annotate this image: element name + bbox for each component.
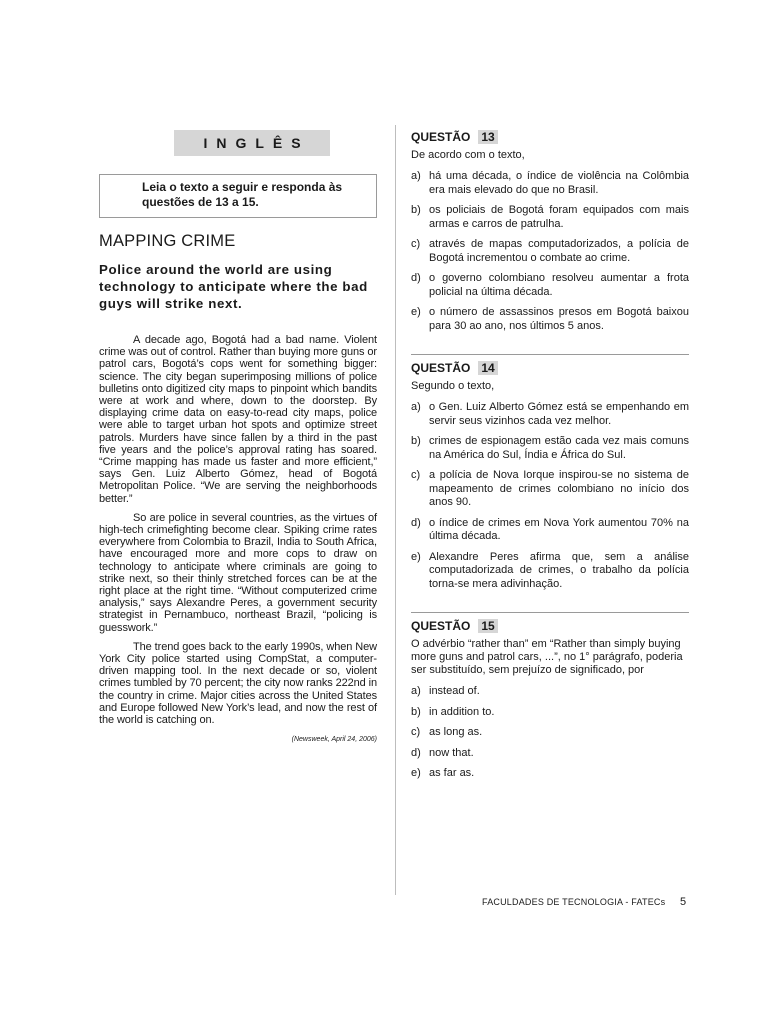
option-letter: a) [411,685,421,697]
answer-option [411,306,689,333]
answer-option [411,726,689,740]
question-label: QUESTÃO [411,619,471,633]
option-text: o índice de crimes em Nova York aumentou 70% na última década. [429,516,689,542]
article-subtitle: Police around the world are using technology to anticipate where the bad guys will strike next. [99,262,368,311]
option-letter: a) [411,170,421,182]
subject-heading: INGLÊS [174,130,330,156]
answer-option [411,272,689,299]
option-text: a polícia de Nova Iorque inspirou-se no sistema de mapeamento de crimes colombiano no início dos anos 90. [429,469,689,508]
option-text: as far as. [429,767,475,779]
option-letter: d) [411,516,421,529]
question-heading [411,361,689,375]
answer-option [411,767,689,781]
option-text: o Gen. Luiz Alberto Gómez está se empenhando em servir seus vizinhos cada vez melhor. [429,401,689,427]
option-letter: b) [411,435,421,447]
option-letter: b) [411,705,421,718]
answer-option [411,238,689,265]
option-letter: e) [411,767,421,779]
page-number: 5 [680,896,687,908]
option-text: Alexandre Peres afirma que, sem a análise computadorizada de crimes, o trabalho da polícia torna-se mera adivinhação. [429,550,689,590]
question-number: 14 [478,361,497,375]
option-letter: d) [411,272,421,284]
footer-institution: FACULDADES DE TECNOLOGIA - FATECs [482,897,666,907]
question-heading [411,619,689,633]
answer-option [411,170,689,197]
column-divider [395,125,396,895]
option-letter: a) [411,401,421,413]
option-text: o governo colombiano resolveu aumentar a frota policial na última década. [429,272,689,298]
answer-options [411,685,689,781]
right-column [411,130,689,788]
question-14 [411,361,689,591]
question-13 [411,130,689,333]
article-paragraph: A decade ago, Bogotá had a bad name. Violent crime was out of control. Rather than buying more guns or patrol cars, Bogotá’s cops went for something bigger: science. The city began superimposing millions of police bulletins onto digitized city maps to pinpoint which bandits were at work and where, down to the doorstep. By displaying crime data on easy-to-read city maps, police were able to target urban hot spots and optimize street patrols. Murders have since fallen by a third in the past five years and the police’s approval rating has soared. “Crime mapping has made us faster and more efficient,” says Gen. Luiz Alberto Gómez, head of Bogotá Metropolitan Police. “We are serving the neighborhoods better.” [99,334,377,505]
option-letter: e) [411,306,421,318]
answer-option [411,401,689,428]
answer-option [411,706,689,720]
answer-option [411,517,689,544]
question-label: QUESTÃO [411,130,471,144]
answer-option [411,204,689,231]
instruction-box: Leia o texto a seguir e responda às questões de 13 a 15. [99,174,377,218]
option-letter: c) [411,726,421,738]
answer-options [411,401,689,591]
question-separator [411,612,689,613]
answer-options [411,170,689,333]
option-letter: c) [411,469,421,481]
article-body [99,334,377,726]
option-text: as long as. [429,726,483,738]
article-paragraph: The trend goes back to the early 1990s, when New York City police started using CompStat, a computer-driven mapping tool. In the next decade or so, violent crimes tumbled by 70 percent; the city now ranks 222nd in the country in crime. Major cities across the United States and Europe followed New York’s lead, and now the rest of the world is catching on. [99,640,378,727]
option-text: os policiais de Bogotá foram equipados com mais armas e carros de patrulha. [429,204,689,230]
option-text: crimes de espionagem estão cada vez mais comuns na América do Sul, Índia e África do Sul. [429,435,689,461]
option-text: o número de assassinos presos em Bogotá baixou para 30 ao ano, nos últimos 5 anos. [429,306,689,332]
answer-option [411,551,689,592]
article-title: MAPPING CRIME [99,232,236,250]
answer-option [411,747,689,761]
question-intro: Segundo o texto, [411,380,495,392]
question-number: 15 [478,619,497,633]
answer-option [411,685,689,699]
article-source: (Newsweek, April 24, 2006) [291,736,377,744]
question-intro: O advérbio “rather than” em “Rather than simply buying more guns and patrol cars, ...”, no 1° parágrafo, poderia ser substituído, sem prejuízo de significado, por [411,638,683,676]
question-heading [411,130,689,144]
article-paragraph: So are police in several countries, as the virtues of high-tech crimefighting become clear. Spiking crime rates everywhere from Colombia to Brazil, India to South Africa, have encouraged more and more cops to draw on technology to anticipate where criminals are going to strike next, so their thinly stretched forces can be at the right place at the right time. “Without computerized crime analysis,” says Alexandre Peres, a government security strategist in Pernambuco, northeast Brazil, “policing is guesswork.” [99,511,377,634]
option-letter: c) [411,238,421,250]
question-label: QUESTÃO [411,361,471,375]
option-text: in addition to. [429,705,495,718]
question-number: 13 [478,130,497,144]
answer-option [411,469,689,510]
option-text: através de mapas computadorizados, a polícia de Bogotá incrementou o combate ao crime. [429,238,689,264]
question-intro: De acordo com o texto, [411,149,525,161]
question-15 [411,619,689,781]
option-letter: e) [411,550,421,563]
option-text: instead of. [429,685,480,697]
left-column [99,130,377,743]
option-letter: b) [411,204,421,216]
option-text: now that. [429,746,474,759]
option-letter: d) [411,746,421,759]
answer-option [411,435,689,462]
question-separator [411,354,689,355]
option-text: há uma década, o índice de violência na Colômbia era mais elevado do que no Brasil. [429,170,689,196]
